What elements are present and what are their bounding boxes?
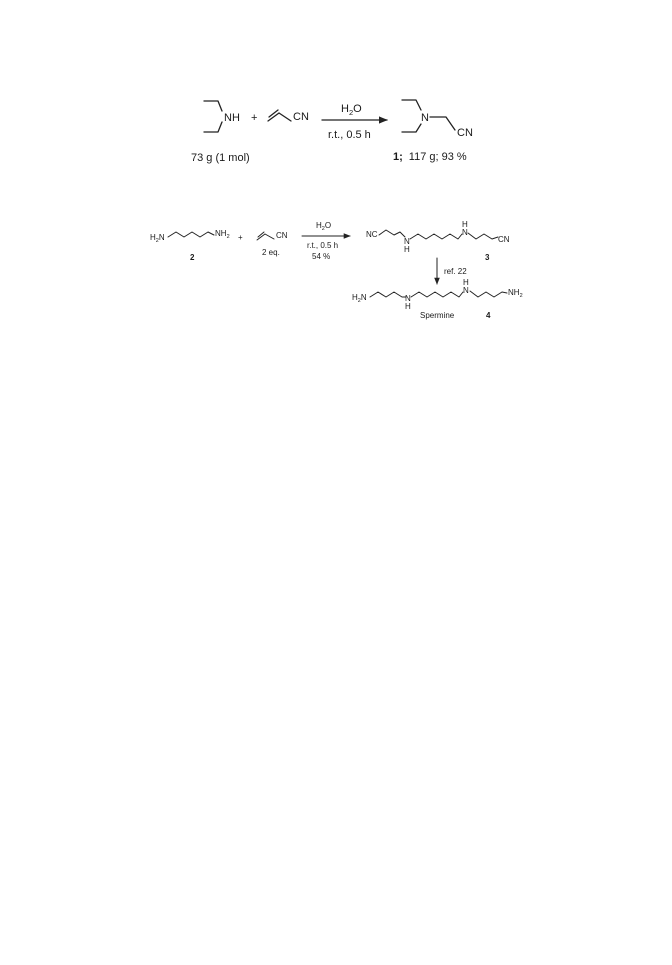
acrylonitrile-structure-1 xyxy=(268,110,309,123)
putrescine-left-h2n: $H_2N$ xyxy=(150,233,165,244)
product3-right-cn: CN xyxy=(498,235,510,244)
nitrile-cn-label-1: CN xyxy=(293,111,309,123)
plus-sign-1: + xyxy=(251,112,258,124)
putrescine-structure xyxy=(150,229,230,244)
reagent-water-2: $H_2O$ xyxy=(316,221,332,232)
product3-nh2-h: H xyxy=(462,220,468,229)
diethylamine-structure xyxy=(204,101,240,132)
spermine-nh2-n: N xyxy=(463,286,469,295)
ethyl-bond-upper xyxy=(204,101,222,111)
ref-22-label: ref. 22 xyxy=(444,267,467,276)
product-3-structure xyxy=(366,220,510,254)
product-propionitrile-chain xyxy=(430,117,455,130)
product3-nh1-h: H xyxy=(404,245,410,254)
scheme-2 xyxy=(150,220,523,320)
spermine-left-h2n: $H_2N$ xyxy=(352,293,367,304)
product-n-label: N xyxy=(421,112,429,124)
vinyl2-double-bond xyxy=(258,232,264,237)
conditions-1: r.t., 0.5 h xyxy=(328,129,371,141)
product3-left-nc: NC xyxy=(366,230,378,239)
product-1-structure xyxy=(402,100,473,139)
compound-4-number: 4 xyxy=(486,311,491,320)
spermine-right-nh2: $NH_2$ xyxy=(508,288,523,299)
product-1-label xyxy=(393,151,467,163)
plus-sign-2: + xyxy=(238,233,243,242)
nitrile-cn-label-2: CN xyxy=(276,231,288,240)
amine-nh-label: NH xyxy=(224,112,240,124)
spermine-name-label: Spermine xyxy=(420,311,455,320)
product3-nh2-n: N xyxy=(462,228,468,237)
scheme-1 xyxy=(191,100,473,164)
product3-nh1-n: N xyxy=(404,237,410,246)
putrescine-chain xyxy=(168,232,214,237)
compound-2-number: 2 xyxy=(190,253,195,262)
product3-central-chain xyxy=(410,234,462,239)
vinyl-bond-2 xyxy=(279,113,291,121)
conditions-2: r.t., 0.5 h xyxy=(307,241,339,250)
compound-3-number: 3 xyxy=(485,253,490,262)
spermine-nh2-h: H xyxy=(463,278,469,287)
equivalents-label: 2 eq. xyxy=(262,248,280,257)
product-1-number: 1; xyxy=(393,151,403,163)
reagent-water-1: $H_2O$ xyxy=(341,103,362,117)
vinyl-double-bond-1 xyxy=(269,110,278,117)
yield-2: 54 % xyxy=(312,252,331,261)
product-1-yield: 117 g; 93 % xyxy=(408,151,467,163)
spermine-left-chain xyxy=(370,292,406,297)
ethyl-bond-lower xyxy=(204,122,222,132)
product-ethyl-upper xyxy=(402,100,421,110)
spermine-right-chain xyxy=(470,291,507,297)
product3-right-chain xyxy=(468,233,498,239)
spermine-nh1-n: N xyxy=(405,294,411,303)
spermine-nh1-h: H xyxy=(405,302,411,311)
product3-left-chain xyxy=(379,230,405,237)
spermine-central-chain xyxy=(411,292,463,297)
vinyl2-bond-2 xyxy=(265,234,274,239)
acrylonitrile-structure-2 xyxy=(257,231,288,240)
product-cn-label: CN xyxy=(457,127,473,139)
reactant-amount: 73 g (1 mol) xyxy=(191,152,250,164)
product-ethyl-lower xyxy=(402,124,421,132)
putrescine-right-nh2: $NH_2$ xyxy=(215,229,230,240)
